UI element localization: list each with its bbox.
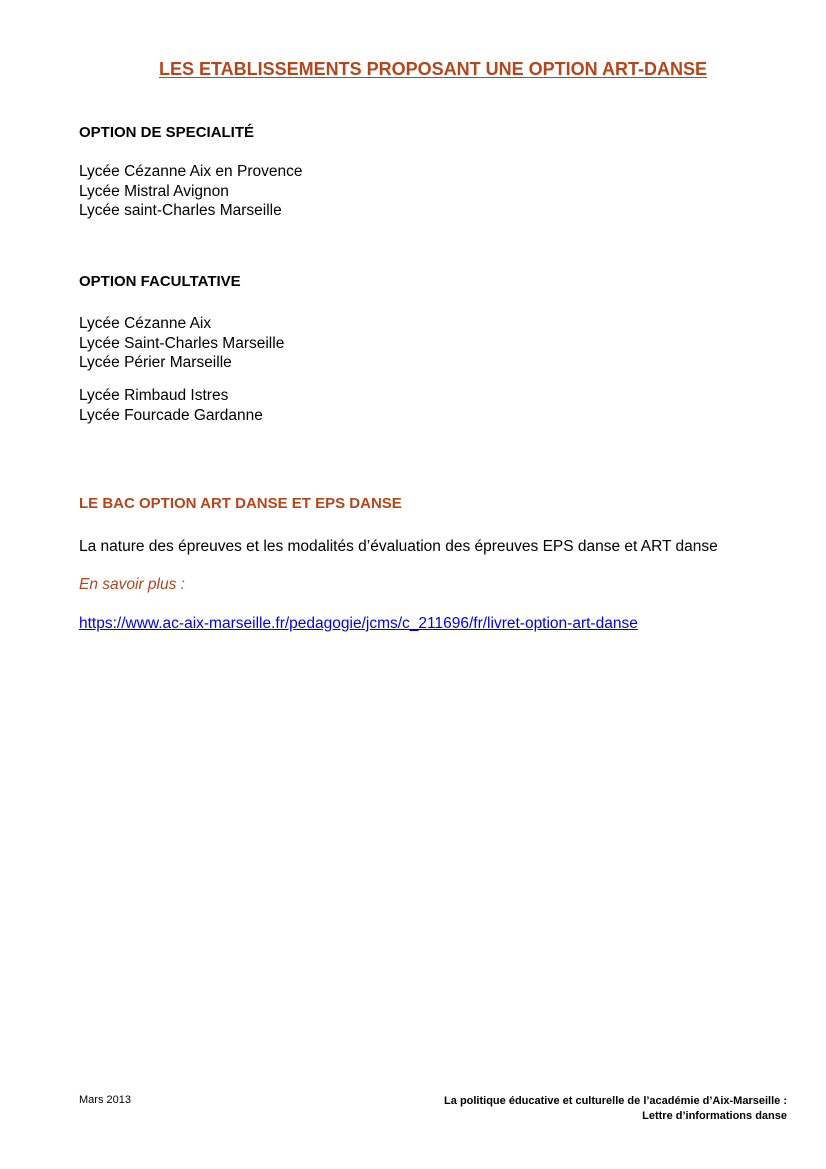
page-title: LES ETABLISSEMENTS PROPOSANT UNE OPTION ART-DANSE [158, 59, 708, 79]
list-item: Lycée Mistral Avignon [79, 182, 229, 200]
footer-line-1: La politique éducative et culturelle de l’académie d’Aix-Marseille : [444, 1095, 787, 1107]
bac-heading: LE BAC OPTION ART DANSE ET EPS DANSE [79, 495, 402, 512]
footer-publication [444, 1094, 787, 1124]
specialite-heading: OPTION DE SPECIALITÉ [79, 124, 255, 141]
specialite-school-list [79, 162, 302, 221]
list-item: Lycée Périer Marseille [79, 354, 232, 371]
footer-line-2: Lettre d’informations danse [642, 1110, 787, 1122]
list-item: Lycée Fourcade Gardanne [79, 406, 263, 424]
list-item: Lycée Cézanne Aix en Provence [79, 163, 303, 180]
facultative-heading: OPTION FACULTATIVE [79, 273, 241, 290]
more-info-label: En savoir plus : [79, 576, 185, 593]
footer-date: Mars 2013 [79, 1094, 131, 1106]
list-item: Lycée saint-Charles Marseille [79, 202, 282, 219]
list-item: Lycée Cézanne Aix [79, 315, 212, 332]
list-item: Lycée Rimbaud Istres [79, 387, 229, 404]
facultative-school-list-2 [79, 386, 263, 425]
facultative-school-list-1 [79, 314, 284, 373]
bac-description: La nature des épreuves et les modalités d’évaluation des épreuves EPS danse et ART danse [79, 538, 718, 555]
option-art-danse-link[interactable]: https://www.ac-aix-marseille.fr/pedagogie/jcms/c_211696/fr/livret-option-art-danse [79, 615, 638, 632]
list-item: Lycée Saint-Charles Marseille [79, 334, 285, 352]
